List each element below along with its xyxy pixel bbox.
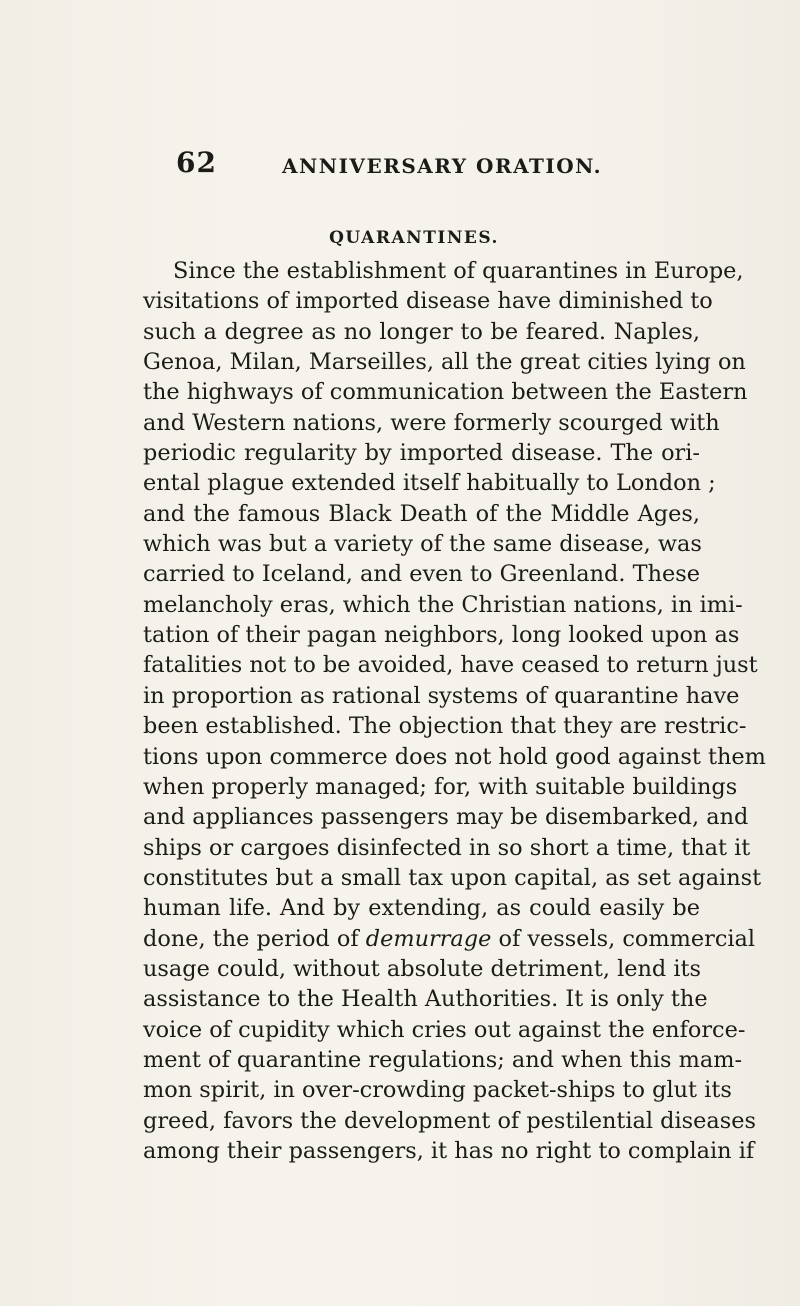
italic-term: demurrage [365,925,492,952]
text-line: voice of cupidity which cries out against the enforce- [143,1016,746,1043]
text-line: periodic regularity by imported disease. The ori- [143,440,700,467]
text-line: visitations of imported disease have diminished to [143,288,713,315]
text-line: and the famous Black Death of the Middle Ages, [143,500,700,527]
text-fragment: done, the period of [143,925,366,952]
text-line: greed, favors the development of pestilential diseases [143,1107,756,1134]
text-line: and Western nations, were formerly scourged with [143,409,720,436]
page-header [0,146,800,186]
text-line: among their passengers, it has no right to complain if [143,1137,755,1164]
page-number: 62 [176,146,217,179]
text-line: fatalities not to be avoided, have ceased to return just [143,652,758,679]
text-line: carried to Iceland, and even to Greenland. These [143,561,700,588]
text-line: which was but a variety of the same disease, was [143,531,702,558]
text-line: ental plague extended itself habitually to London ; [143,470,716,497]
text-line: usage could, without absolute detriment, lend its [143,955,702,982]
text-line: and appliances passengers may be disembarked, and [143,804,749,831]
text-line: assistance to the Health Authorities. It is only the [143,986,708,1013]
text-line: tions upon commerce does not hold good against them [143,743,766,770]
text-line-demurrage [143,924,756,954]
section-title: QUARANTINES. [329,228,499,248]
text-line: been established. The objection that they are restric- [143,713,747,740]
text-line: constitutes but a small tax upon capital, as set against [143,864,762,891]
text-line: the highways of communication between the Eastern [143,379,748,406]
text-line: melancholy eras, which the Christian nations, in imi- [143,591,743,618]
body-paragraph [143,256,766,1166]
text-fragment: of vessels, commercial [491,925,756,952]
running-head: ANNIVERSARY ORATION. [282,154,603,178]
text-line: tation of their pagan neighbors, long looked upon as [143,622,740,649]
text-line: ment of quarantine regulations; and when this mam- [143,1046,743,1073]
text-line: when properly managed; for, with suitable buildings [143,773,738,800]
text-line: Genoa, Milan, Marseilles, all the great cities lying on [143,349,746,376]
text-line: Since the establishment of quarantines in Europe, [173,258,744,284]
text-line: mon spirit, in over-crowding packet-ships to glut its [143,1077,732,1104]
text-line: such a degree as no longer to be feared. Naples, [143,318,700,345]
text-line: human life. And by extending, as could easily be [143,895,700,922]
text-line: ships or cargoes disinfected in so short a time, that it [143,834,751,861]
text-line: in proportion as rational systems of quarantine have [143,682,740,709]
